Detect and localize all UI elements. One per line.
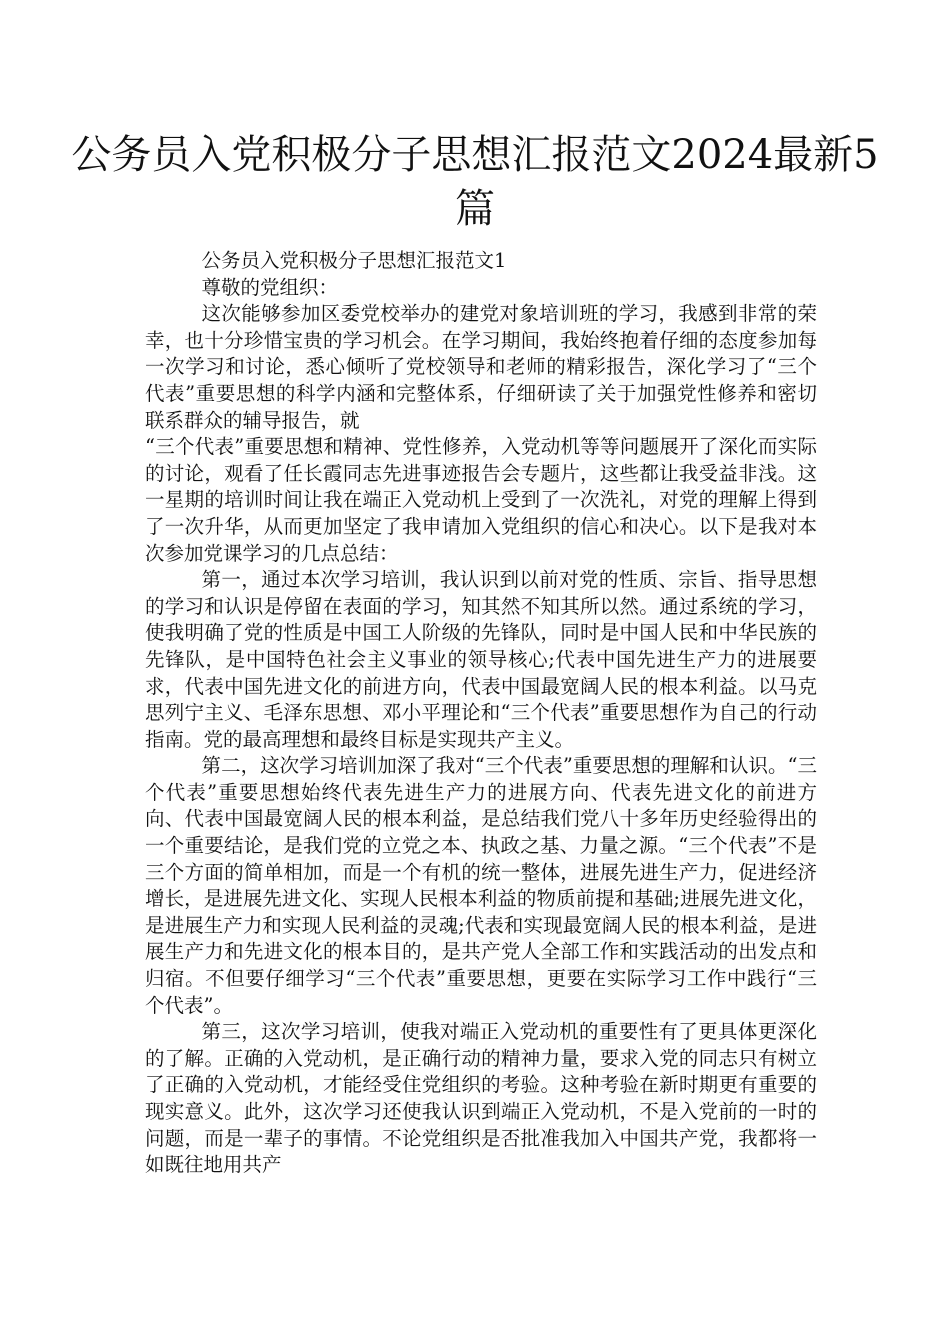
section-heading: 公务员入党积极分子思想汇报范文1 [201,249,507,272]
body-paragraph: 这次能够参加区委党校举办的建党对象培训班的学习，我感到非常的荣幸，也十分珍惜宝贵的学习机会。在学习期间，我始终抱着仔细的态度参加每一次学习和讨论，悉心倾听了党校领导和老师的精彩报告，深化学习了“三个代表”重要思想的科学内涵和完整体系，仔细研读了关于加强党性修养和密切联系群众的辅导报告，就 [145,302,817,432]
body-paragraph: 第一，通过本次学习培训，我认识到以前对党的性质、宗旨、指导思想的学习和认识是停留在表面的学习，知其然不知其所以然。通过系统的学习，使我明确了党的性质是中国工人阶级的先锋队，同时是中国人民和中华民族的先锋队，是中国特色社会主义事业的领导核心;代表中国先进生产力的进展要求，代表中国先进文化的前进方向，代表中国最宽阔人民的根本利益。以马克思列宁主义、毛泽东思想、邓小平理论和“三个代表”重要思想作为自己的行动指南。党的最高理想和最终目标是实现共产主义。 [145,568,817,751]
document-title: 公务员入党积极分子思想汇报范文2024最新5篇 [71,132,879,232]
body-paragraph: 第三，这次学习培训，使我对端正入党动机的重要性有了更具体更深化的了解。正确的入党动机，是正确行动的精神力量，要求入党的同志只有树立了正确的入党动机，才能经受住党组织的考验。这种考验在新时期更有重要的现实意义。此外，这次学习还使我认识到端正入党动机，不是入党前的一时的问题，而是一辈子的事情。不论党组织是否批准我加入中国共产党，我都将一如既往地用共产 [145,1020,817,1177]
salutation: 尊敬的党组织： [201,275,339,299]
body-paragraph: “三个代表”重要思想和精神、党性修养，入党动机等等问题展开了深化而实际的讨论，观看了任长霞同志先进事迹报告会专题片，这些都让我受益非浅。这一星期的培训时间让我在端正入党动机上受到了一次洗礼，对党的理解上得到了一次升华，从而更加坚定了我申请加入党组织的信心和决心。以下是我对本次参加党课学习的几点总结： [145,435,817,565]
document-body [145,248,817,1179]
body-paragraph: 第二，这次学习培训加深了我对“三个代表”重要思想的理解和认识。“三个代表”重要思想始终代表先进生产力的进展方向、代表先进文化的前进方向、代表中国最宽阔人民的根本利益，是总结我们党八十多年历史经验得出的一个重要结论，是我们党的立党之本、执政之基、力量之源。“三个代表”不是三个方面的简单相加，而是一个有机的统一整体，进展先进生产力，促进经济增长，是进展先进文化、实现人民根本利益的物质前提和基础;进展先进文化，是进展生产力和实现人民利益的灵魂;代表和实现最宽阔人民的根本利益，是进展生产力和先进文化的根本目的，是共产党人全部工作和实践活动的出发点和归宿。不但要仔细学习“三个代表”重要思想，更要在实际学习工作中践行“三个代表”。 [145,754,817,1017]
